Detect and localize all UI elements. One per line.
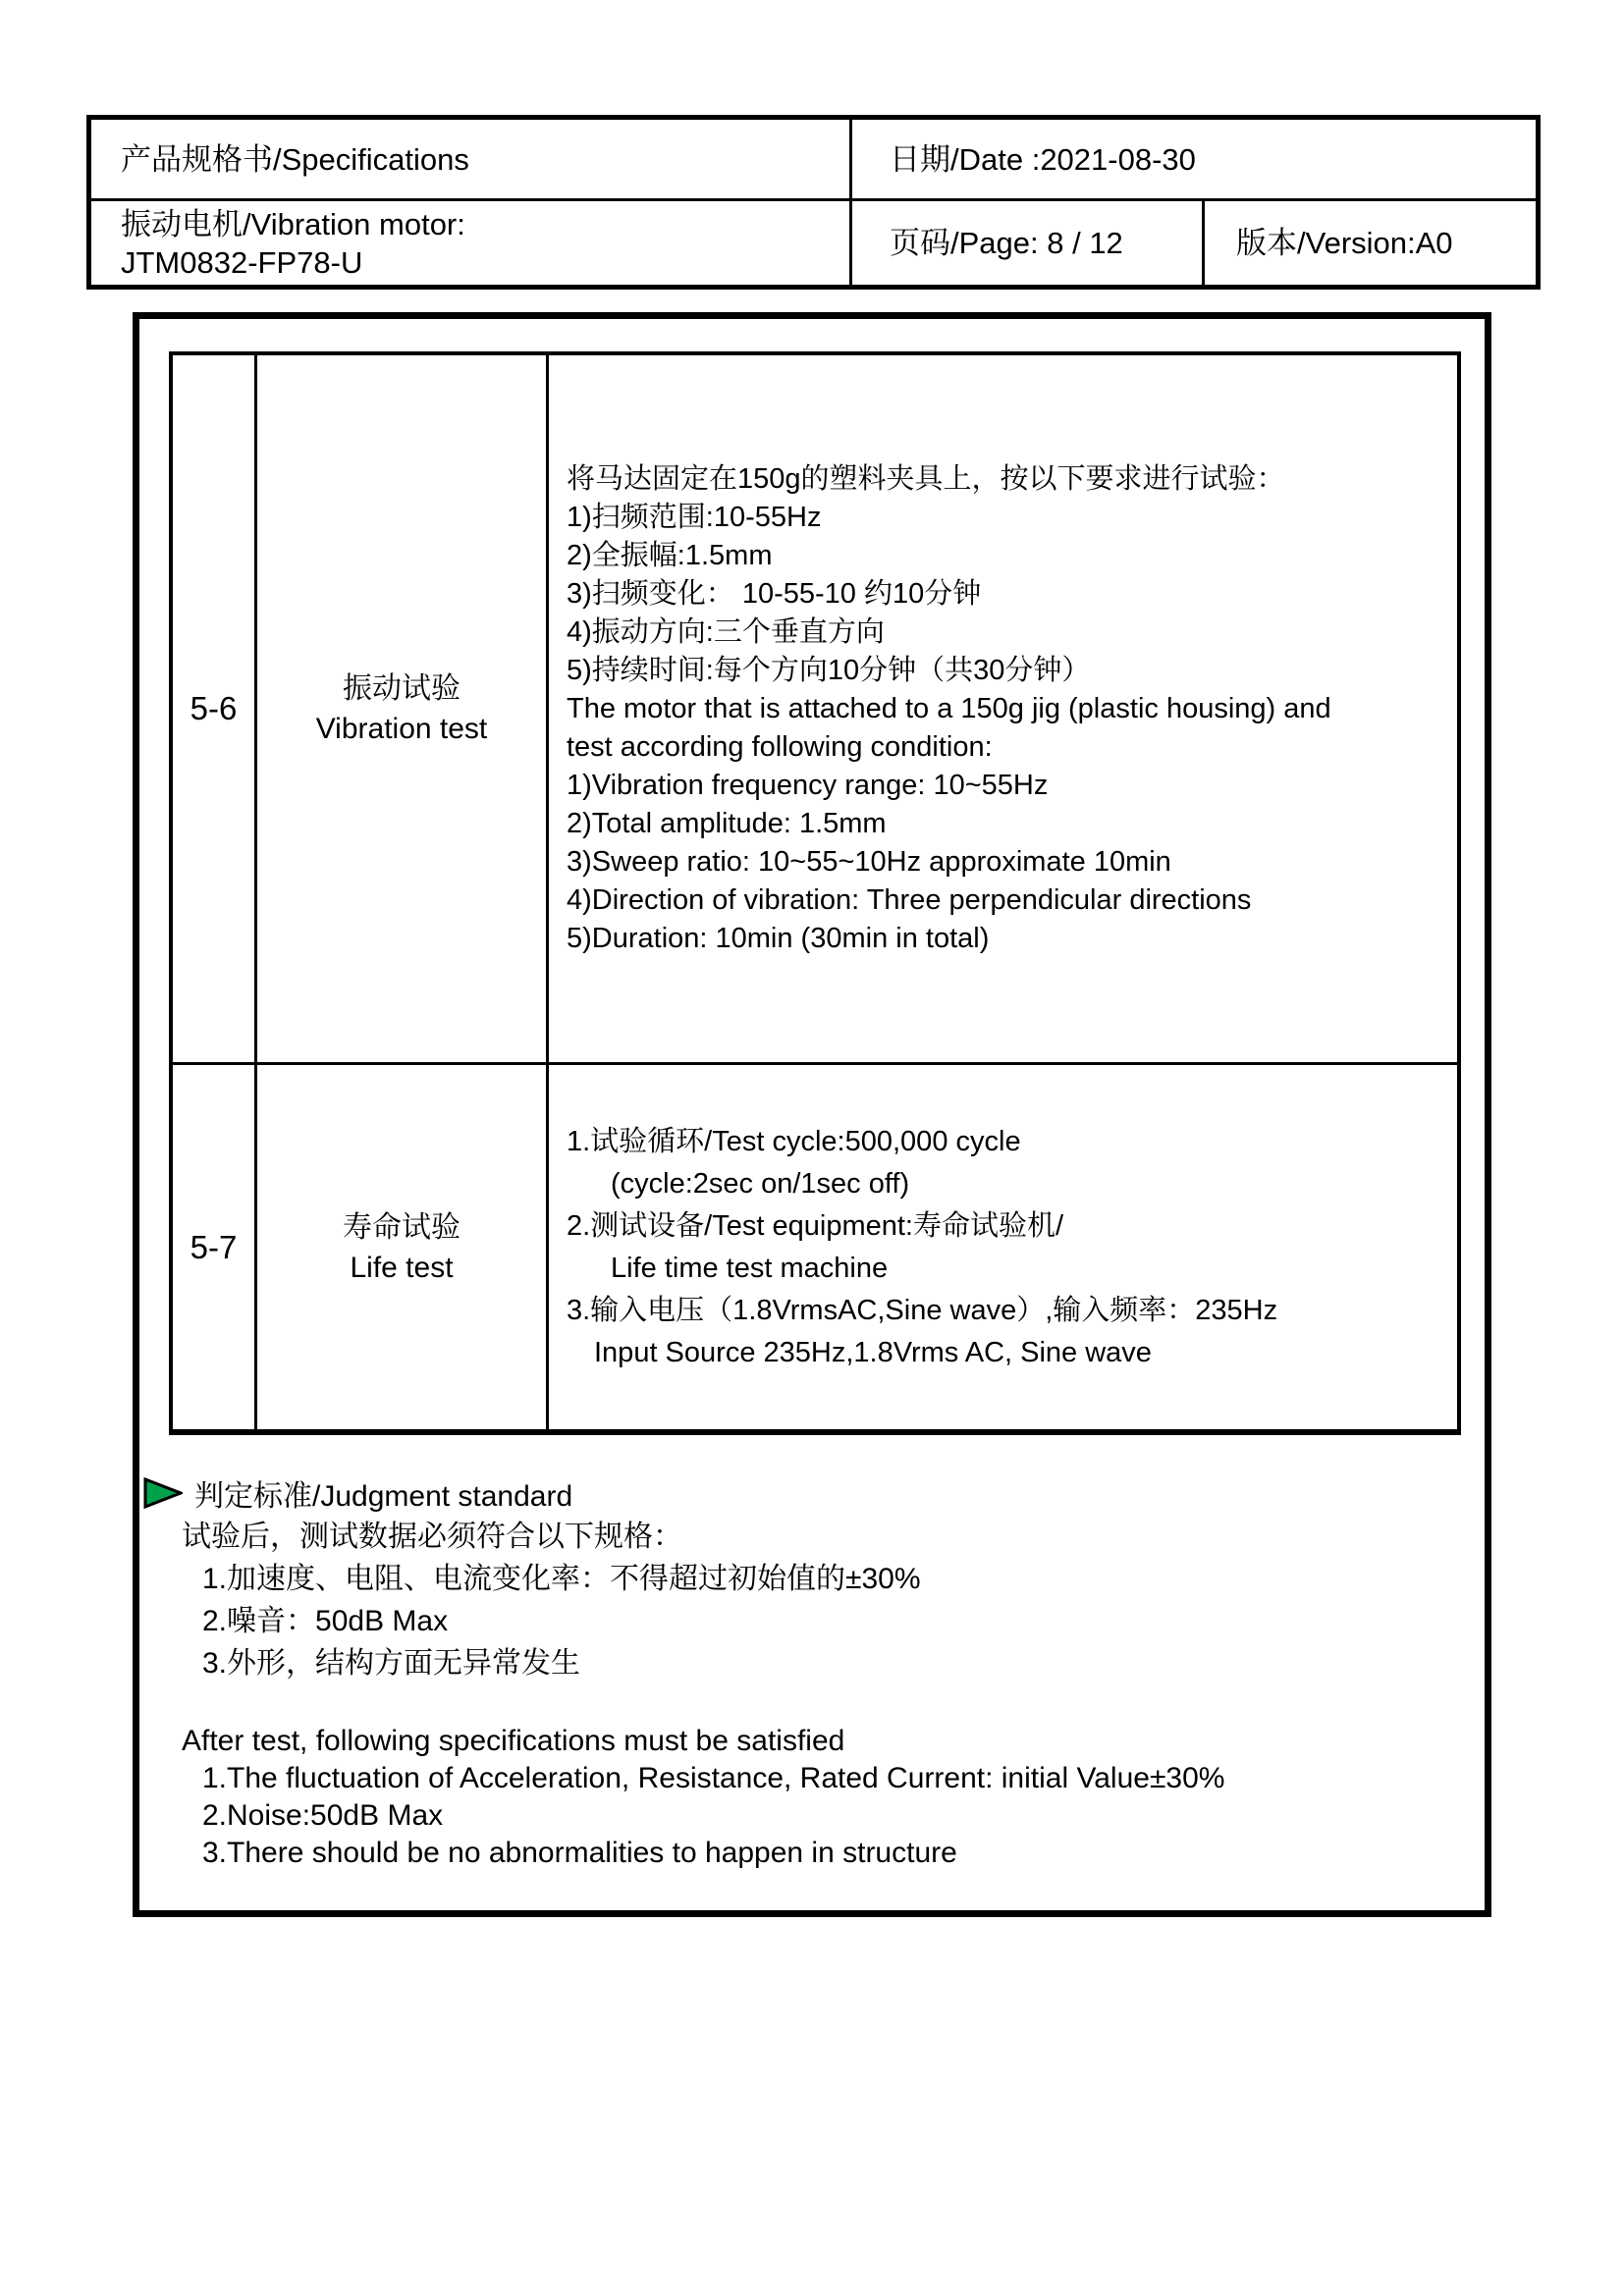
row-id-text: 5-6 (189, 690, 238, 726)
judgment-en-item: 3.There should be no abnormalities to happen in structure (202, 1837, 957, 1869)
judgment-standard-section (143, 1470, 1459, 1872)
test-condition-line: 5)持续时间:每个方向10分钟（共30分钟） (567, 654, 1091, 686)
motor-model-cell (91, 201, 852, 285)
version-value: 版本/Version:A0 (1236, 226, 1453, 260)
version-cell (1205, 201, 1536, 285)
page-number: 页码/Page: 8 / 12 (890, 226, 1123, 260)
test-condition-line: 1)Vibration frequency range: 10~55Hz (567, 769, 1049, 801)
test-condition-line: 4)Direction of vibration: Three perpendicular directions (567, 883, 1252, 916)
date-value: 日期/Date :2021-08-30 (890, 141, 1196, 177)
product-title-cell (91, 120, 852, 198)
test-condition-line: The motor that is attached to a 150g jig (plastic housing) and (567, 692, 1331, 724)
test-condition-line: 4)振动方向:三个垂直方向 (567, 615, 885, 648)
judgment-cn-block (182, 1516, 1459, 1684)
header-row-1 (91, 120, 1536, 201)
test-condition-line: 2)全振幅:1.5mm (567, 539, 773, 571)
judgment-en-item: 1.The fluctuation of Acceleration, Resistance, Rated Current: initial Value±30% (202, 1762, 1225, 1794)
test-condition-line: 3)扫频变化： 10-55-10 约10分钟 (567, 577, 982, 610)
judgment-en-item: 2.Noise:50dB Max (202, 1799, 444, 1832)
page-number-cell (852, 201, 1205, 285)
date-cell (852, 120, 1536, 198)
judgment-cn-item: 2.噪音：50dB Max (202, 1605, 449, 1637)
judgment-en-block (182, 1723, 1459, 1872)
test-name-life (257, 1065, 549, 1429)
test-condition-line: 1)扫频范围:10-55Hz (567, 501, 822, 533)
test-condition-line: 将马达固定在150g的塑料夹具上，按以下要求进行试验： (567, 462, 1285, 495)
judgment-cn-item: 1.加速度、电阻、电流变化率：不得超过初始值的±30% (202, 1563, 921, 1595)
row-id-5-6 (173, 355, 257, 1065)
green-arrow-marker-icon (143, 1477, 183, 1509)
header-row-2 (91, 201, 1536, 285)
judgment-cn-item: 3.外形，结构方面无异常发生 (202, 1647, 581, 1680)
spec-table (169, 351, 1461, 1435)
judgment-cn-intro: 试验后，测试数据必须符合以下规格： (182, 1521, 682, 1553)
row-id-5-7 (173, 1065, 257, 1429)
header-table (86, 115, 1541, 290)
judgment-en-intro: After test, following specifications must be satisfied (182, 1725, 845, 1757)
motor-type-label: 振动电机/Vibration motor: (121, 206, 465, 241)
product-title: 产品规格书/Specifications (121, 141, 469, 177)
test-description-life (549, 1065, 1457, 1429)
test-description-vibration (549, 355, 1457, 1065)
test-condition-line: test according following condition: (567, 730, 993, 763)
test-condition-line: Life time test machine (611, 1252, 889, 1284)
test-condition-line: 3.输入电压（1.8VrmsAC,Sine wave）,输入频率：235Hz (567, 1294, 1278, 1326)
test-condition-line: 3)Sweep ratio: 10~55~10Hz approximate 10min (567, 845, 1171, 878)
judgment-title-row (143, 1470, 1459, 1516)
test-condition-line: 2)Total amplitude: 1.5mm (567, 807, 887, 839)
judgment-title: 判定标准/Judgment standard (194, 1480, 573, 1513)
test-condition-line: Input Source 235Hz,1.8Vrms AC, Sine wave (594, 1336, 1152, 1368)
motor-model-number: JTM0832-FP78-U (121, 244, 363, 280)
test-name-en: Life test (350, 1251, 454, 1284)
test-condition-line: 2.测试设备/Test equipment:寿命试验机/ (567, 1209, 1064, 1242)
test-name-en: Vibration test (315, 713, 488, 745)
test-name-vibration (257, 355, 549, 1065)
test-condition-line: 5)Duration: 10min (30min in total) (567, 922, 990, 954)
test-condition-line: (cycle:2sec on/1sec off) (611, 1167, 910, 1200)
row-id-text: 5-7 (189, 1228, 238, 1265)
test-condition-line: 1.试验循环/Test cycle:500,000 cycle (567, 1125, 1021, 1157)
test-name-cn: 寿命试验 (343, 1210, 460, 1244)
test-name-cn: 振动试验 (343, 672, 460, 705)
